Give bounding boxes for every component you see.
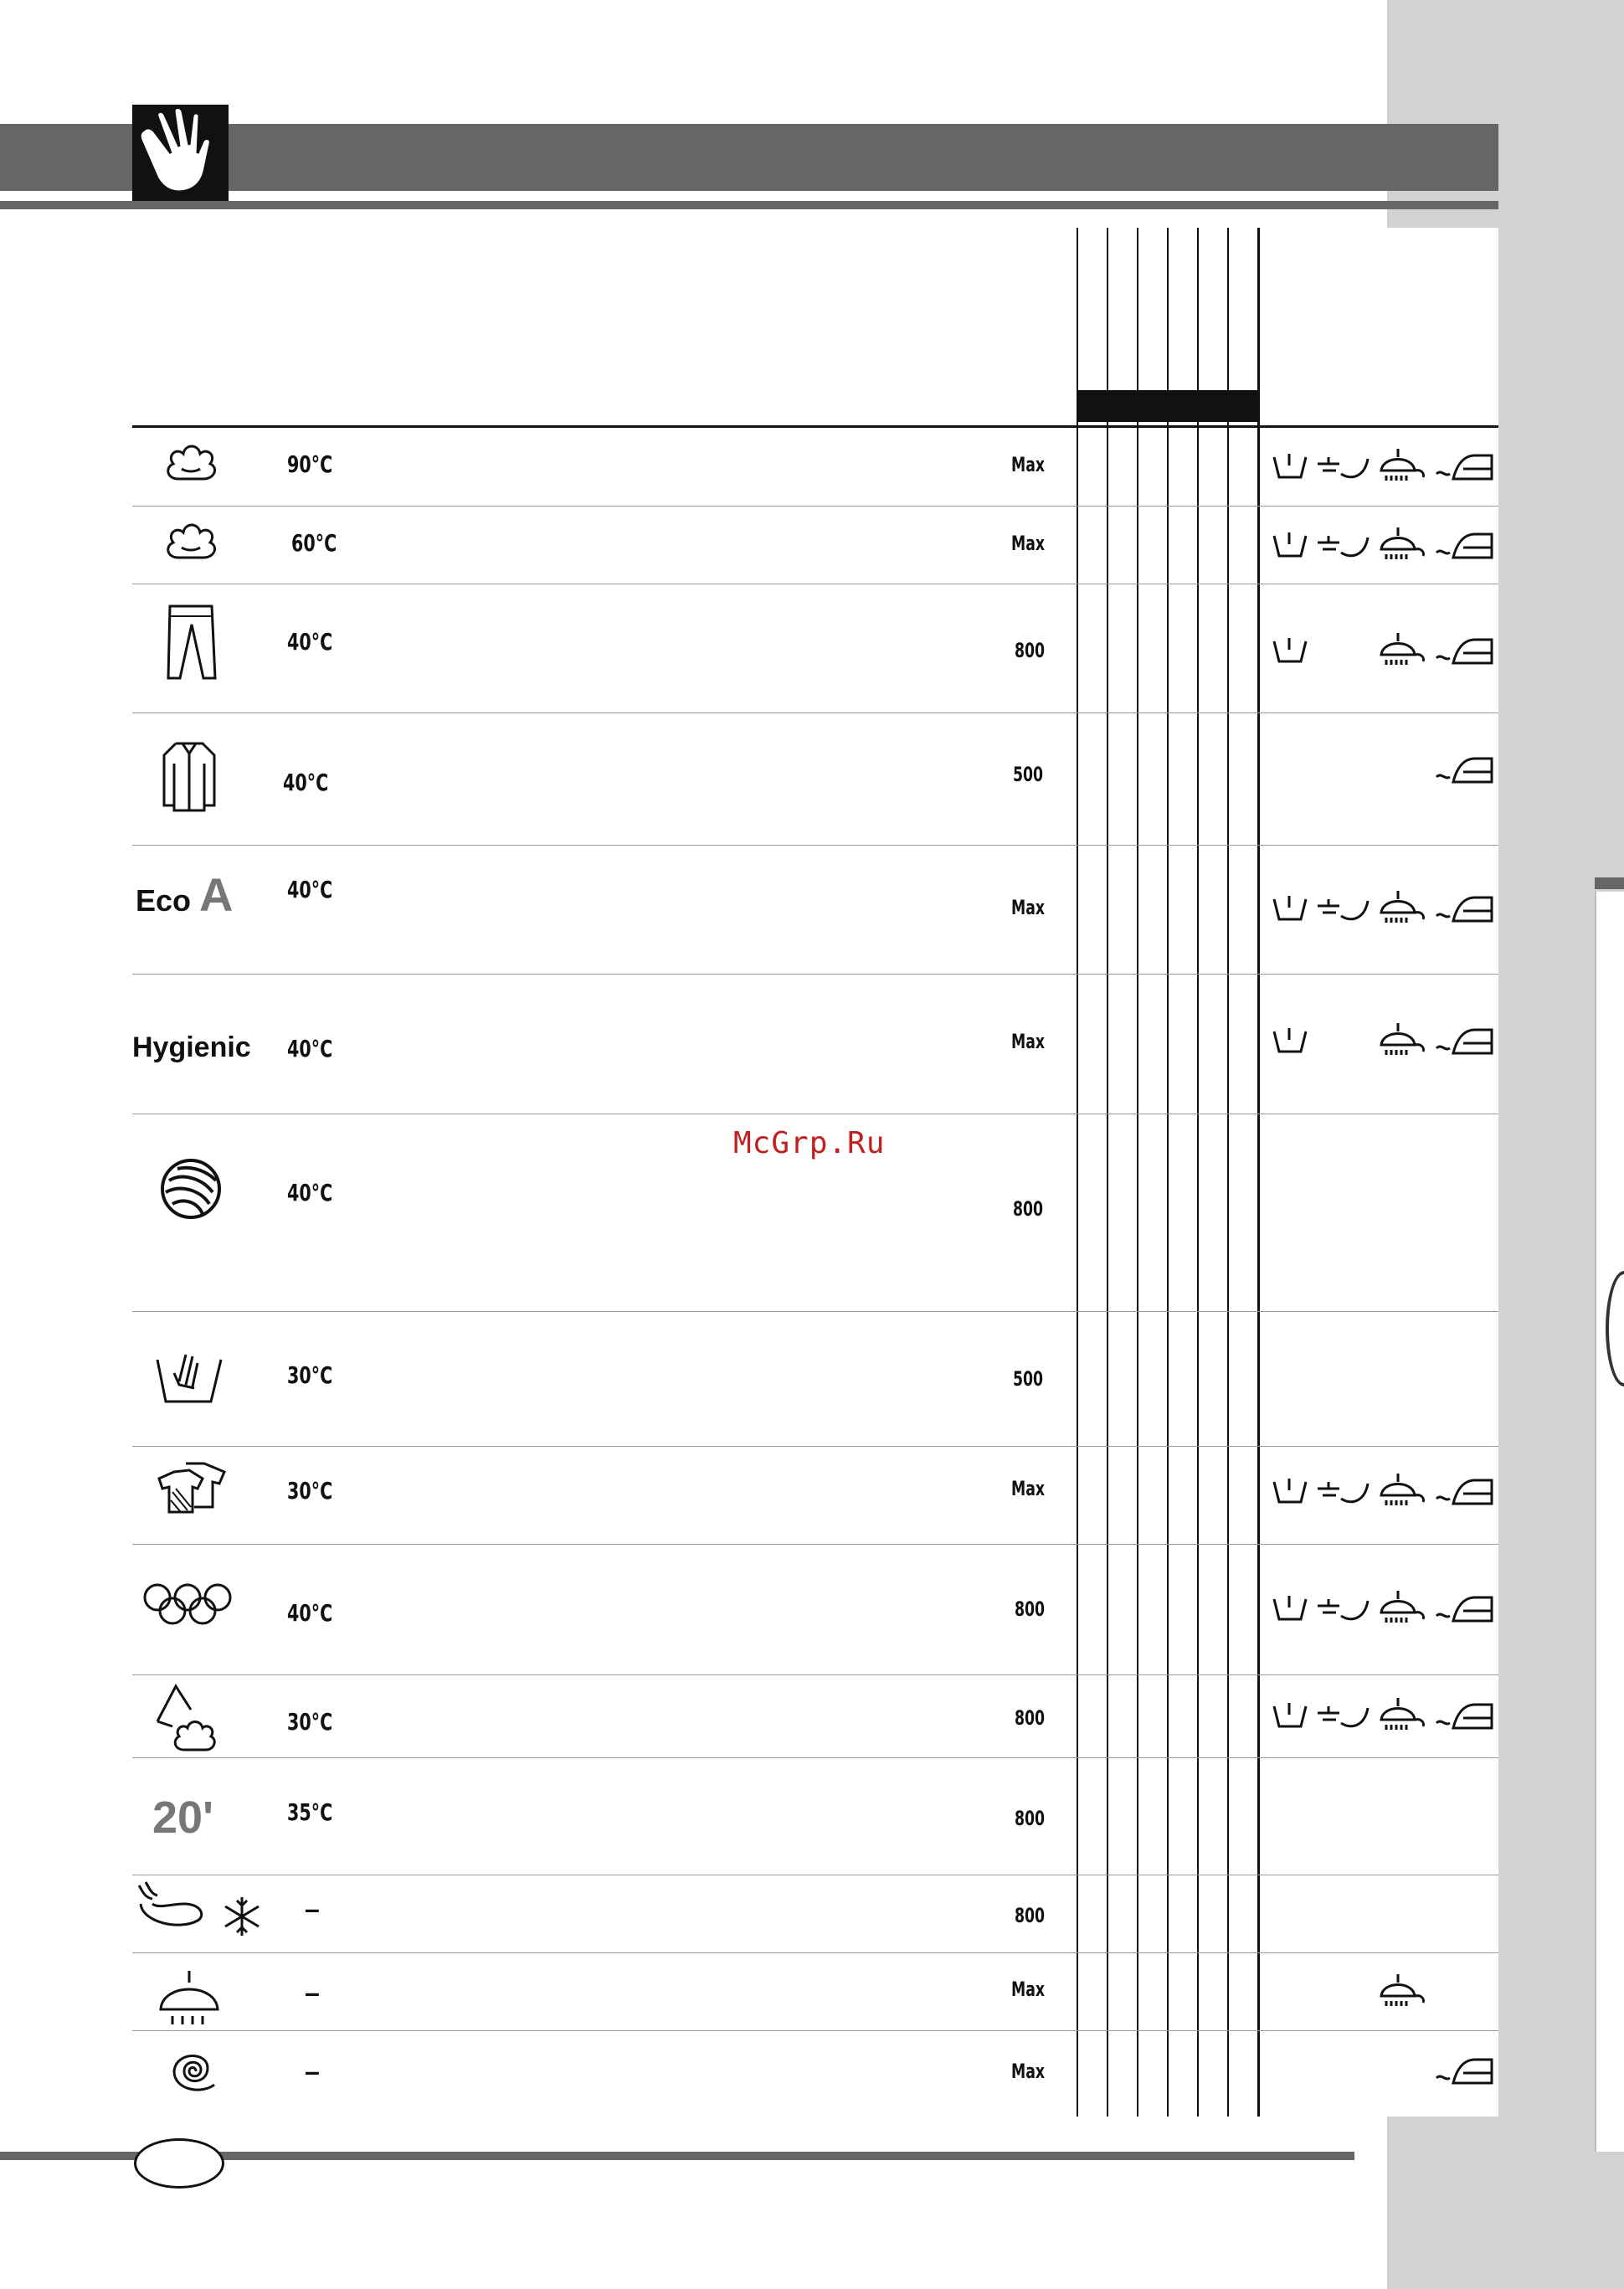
column-marker xyxy=(1108,390,1137,422)
tub-icon xyxy=(1271,1474,1309,1511)
prewash-icon xyxy=(1314,891,1373,928)
temperature: 40°C xyxy=(287,628,333,656)
temperature: 30°C xyxy=(287,1477,333,1505)
spin-speed: 800 xyxy=(1014,1706,1046,1730)
spin-spiral-icon xyxy=(164,2045,224,2102)
row-divider xyxy=(132,506,1498,507)
grid-vline xyxy=(1137,228,1138,2117)
iron-icon xyxy=(1433,1698,1495,1736)
spin-speed: 800 xyxy=(1012,1197,1044,1221)
column-marker xyxy=(1078,390,1107,422)
quick-20-label: 20' xyxy=(152,1793,213,1843)
handwash-icon xyxy=(154,1348,224,1411)
hand-icon xyxy=(132,105,229,201)
shower-icon xyxy=(1376,1021,1426,1062)
prewash-icon xyxy=(1314,449,1373,486)
row-divider xyxy=(132,712,1498,713)
spin-speed: Max xyxy=(1010,532,1046,555)
iron-icon xyxy=(1433,633,1495,671)
row-divider xyxy=(132,845,1498,846)
eco-label xyxy=(136,867,234,922)
table-header-rule xyxy=(132,425,1498,428)
snowflake-icon xyxy=(221,1895,263,1942)
grid-vline xyxy=(1077,228,1078,2117)
iron-icon xyxy=(1433,1023,1495,1061)
iron-icon xyxy=(1433,2053,1495,2091)
shower-icon xyxy=(1376,526,1426,567)
row-divider xyxy=(132,974,1498,975)
iron-icon xyxy=(1433,449,1495,486)
temperature: 40°C xyxy=(287,1179,333,1206)
temperature: 30°C xyxy=(287,1361,333,1389)
temperature: 90°C xyxy=(287,450,333,478)
sidebar-top-panel xyxy=(1387,0,1624,228)
mixed-colours-icon xyxy=(157,1458,233,1518)
temperature: 40°C xyxy=(287,876,333,903)
eco-letter: A xyxy=(199,868,234,921)
shower-icon xyxy=(1376,1696,1426,1737)
iron-icon xyxy=(1433,891,1495,928)
sidebar-tab-marker xyxy=(1595,877,1624,889)
delicate-cotton-icon xyxy=(154,1681,229,1757)
shirt-icon xyxy=(159,738,219,818)
shower-icon xyxy=(1376,1973,1426,2014)
program-table xyxy=(132,228,1498,2117)
shower-icon xyxy=(1376,447,1426,488)
row-divider xyxy=(132,1544,1498,1545)
temperature: – xyxy=(305,2056,320,2086)
sidebar-bottom-panel xyxy=(1387,2117,1624,2289)
prewash-icon xyxy=(1314,527,1373,565)
spin-speed: Max xyxy=(1010,1030,1046,1053)
shower-icon xyxy=(1376,889,1426,930)
row-divider xyxy=(132,1952,1498,1953)
sport-rings-icon xyxy=(142,1581,234,1632)
tub-icon xyxy=(1271,449,1309,486)
spin-speed: Max xyxy=(1010,2060,1046,2083)
cotton-icon xyxy=(162,437,220,491)
tub-icon xyxy=(1271,527,1309,565)
watermark: McGrp.Ru xyxy=(733,1126,886,1160)
shower-icon xyxy=(1376,631,1426,672)
header-rule xyxy=(0,201,1498,209)
row-divider xyxy=(132,2030,1498,2031)
spin-speed: 800 xyxy=(1014,1807,1046,1830)
column-marker xyxy=(1199,390,1227,422)
spin-speed: 800 xyxy=(1014,1904,1046,1927)
page-number-badge xyxy=(134,2138,224,2189)
spin-speed: 800 xyxy=(1014,1597,1046,1621)
tub-icon xyxy=(1271,891,1309,928)
temperature: 35°C xyxy=(287,1798,333,1826)
grid-vline xyxy=(1227,228,1229,2117)
column-marker xyxy=(1229,390,1257,422)
temperature: – xyxy=(305,1978,320,2008)
hygienic-label: Hygienic xyxy=(132,1031,251,1063)
jeans-icon xyxy=(162,603,220,687)
grid-vline xyxy=(1257,228,1260,2117)
temperature: 40°C xyxy=(283,769,329,796)
shower-icon xyxy=(1376,1472,1426,1513)
temperature: – xyxy=(305,1894,320,1924)
temperature: 60°C xyxy=(291,529,337,557)
cotton-icon xyxy=(162,516,220,570)
row-divider xyxy=(132,1446,1498,1447)
tub-icon xyxy=(1271,1023,1309,1061)
eco-text: Eco xyxy=(136,883,192,918)
spin-speed: Max xyxy=(1010,896,1046,919)
tub-icon xyxy=(1271,1591,1309,1628)
rinse-shower-icon xyxy=(154,1969,224,2032)
tub-icon xyxy=(1271,1698,1309,1736)
spin-speed: Max xyxy=(1010,453,1046,476)
grid-vline xyxy=(1167,228,1169,2117)
soak-icon xyxy=(134,1879,206,1937)
spin-speed: Max xyxy=(1010,1978,1046,2001)
spin-speed: 500 xyxy=(1012,1367,1044,1391)
column-marker xyxy=(1169,390,1197,422)
spin-speed: Max xyxy=(1010,1477,1046,1500)
iron-icon xyxy=(1433,752,1495,790)
grid-vline xyxy=(1107,228,1108,2117)
column-marker xyxy=(1138,390,1167,422)
sidebar-notch xyxy=(1595,892,1624,2152)
spin-speed: 800 xyxy=(1014,639,1046,662)
prewash-icon xyxy=(1314,1474,1373,1511)
tub-icon xyxy=(1271,633,1309,671)
temperature: 40°C xyxy=(287,1599,333,1627)
row-divider xyxy=(132,1674,1498,1675)
row-divider xyxy=(132,1311,1498,1312)
iron-icon xyxy=(1433,1591,1495,1628)
iron-icon xyxy=(1433,527,1495,565)
row-divider xyxy=(132,1757,1498,1758)
spin-speed: 500 xyxy=(1012,763,1044,786)
shower-icon xyxy=(1376,1589,1426,1630)
temperature: 30°C xyxy=(287,1708,333,1736)
wool-icon xyxy=(157,1155,224,1227)
iron-icon xyxy=(1433,1474,1495,1511)
grid-vline xyxy=(1197,228,1199,2117)
temperature: 40°C xyxy=(287,1035,333,1062)
prewash-icon xyxy=(1314,1591,1373,1628)
prewash-icon xyxy=(1314,1698,1373,1736)
